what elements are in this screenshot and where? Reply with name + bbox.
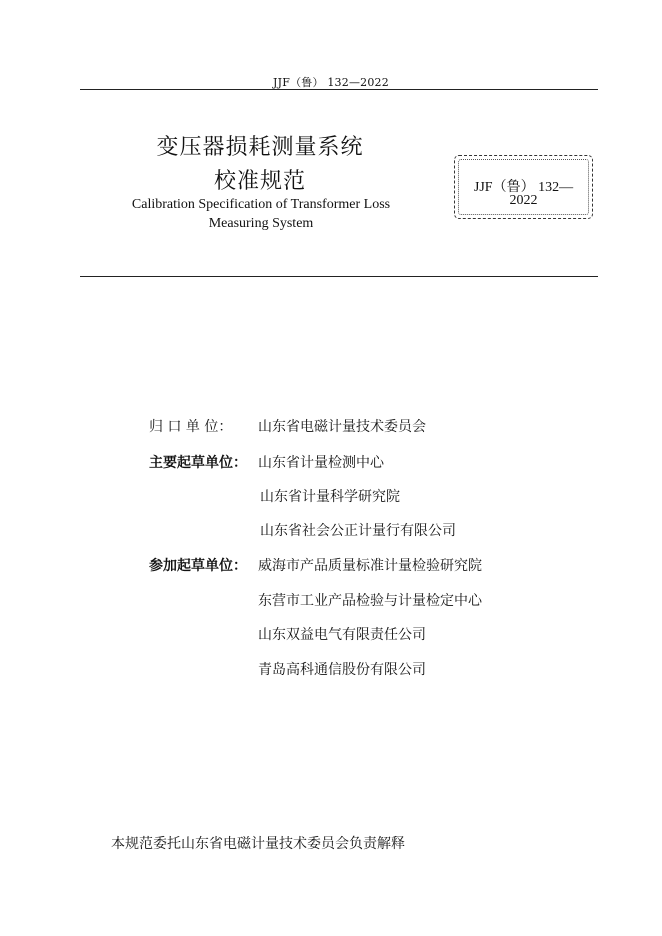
main-drafters-label: 主要起草单位： — [149, 455, 247, 471]
responsible-unit: 山东省电磁计量技术委员会 — [258, 419, 426, 435]
interpretation-note: 本规范委托山东省电磁计量技术委员会负责解释 — [111, 836, 405, 852]
main-drafter-1: 山东省计量检测中心 — [258, 455, 384, 471]
participating-drafter-2: 东营市工业产品检验与计量检定中心 — [258, 593, 482, 609]
main-drafter-2: 山东省计量科学研究院 — [260, 489, 400, 505]
title-cn-line1: 变压器损耗测量系统 — [156, 135, 364, 160]
title-divider — [80, 276, 598, 277]
participating-drafters-label: 参加起草单位： — [149, 558, 247, 574]
header-standard-code: JJF（鲁） 132—2022 — [273, 76, 389, 89]
title-cn-line2: 校准规范 — [213, 169, 306, 194]
title-en-line2: Measuring System — [208, 216, 314, 231]
participating-drafter-4: 青岛高科通信股份有限公司 — [258, 662, 426, 678]
title-en-line1: Calibration Specification of Transformer Loss — [131, 197, 391, 212]
standard-code-frame-line1: JJF（鲁） 132— — [473, 180, 574, 195]
header-divider — [80, 89, 598, 90]
main-drafter-3: 山东省社会公正计量行有限公司 — [260, 523, 456, 539]
standard-code-frame-line2: 2022 — [509, 193, 538, 208]
participating-drafter-1: 威海市产品质量标准计量检验研究院 — [258, 558, 482, 574]
participating-drafter-3: 山东双益电气有限责任公司 — [258, 627, 426, 643]
responsible-unit-label: 归 口 单 位： — [149, 419, 233, 435]
